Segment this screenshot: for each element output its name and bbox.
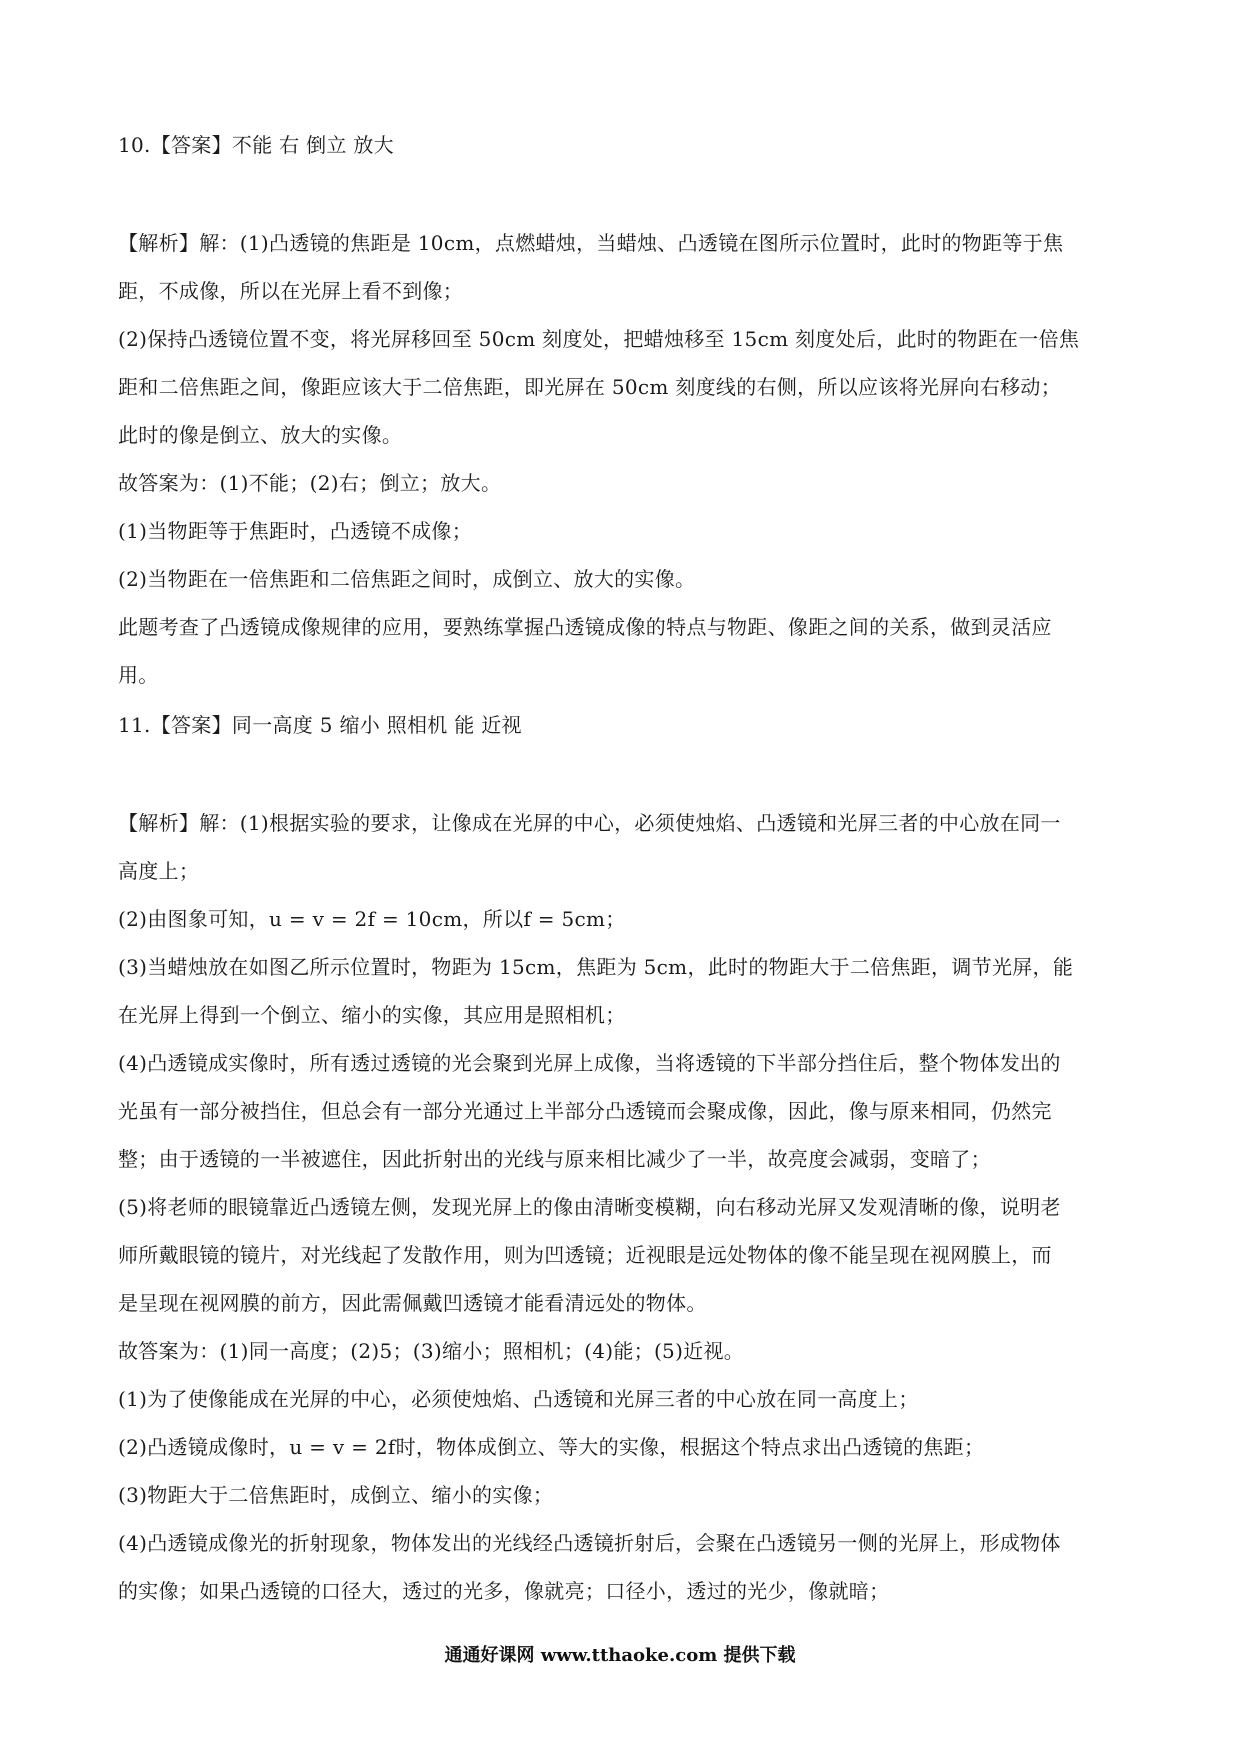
q11-analysis-line: (5)将老师的眼镜靠近凸透镜左侧，发现光屏上的像由清晰变模糊，向右移动光屏又发观清晰的像，说明老: [118, 1195, 1061, 1219]
q10-analysis-line: 故答案为：(1)不能；(2)右；倒立；放大。: [118, 471, 502, 495]
q11-analysis-line: 【解析】解：(1)根据实验的要求，让像成在光屏的中心，必须使烛焰、凸透镜和光屏三者的中心放在同一: [118, 811, 1061, 835]
q10-analysis-line: (2)保持凸透镜位置不变，将光屏移回至 50cm 刻度处，把蜡烛移至 15cm 刻度处后，此时的物距在一倍焦: [118, 327, 1080, 351]
q10-analysis-line: 此时的像是倒立、放大的实像。: [118, 423, 403, 447]
q10-analysis-line: 距和二倍焦距之间，像距应该大于二倍焦距，即光屏在 50cm 刻度线的右侧，所以应该将光屏向右移动；: [118, 375, 1062, 399]
q10-analysis-line: 【解析】解：(1)凸透镜的焦距是 10cm，点燃蜡烛，当蜡烛、凸透镜在图所示位置时，此时的物距等于焦: [118, 231, 1064, 255]
q11-analysis-line: 在光屏上得到一个倒立、缩小的实像，其应用是照相机；: [118, 1003, 626, 1027]
q11-analysis-line: 是呈现在视网膜的前方，因此需佩戴凹透镜才能看清远处的物体。: [118, 1291, 707, 1315]
q11-analysis-line: 高度上；: [118, 859, 200, 883]
q11-analysis-line: (3)当蜡烛放在如图乙所示位置时，物距为 15cm，焦距为 5cm，此时的物距大于二倍焦距，调节光屏，能: [118, 955, 1074, 979]
q10-analysis-line: 此题考查了凸透镜成像规律的应用，要熟练掌握凸透镜成像的特点与物距、像距之间的关系，做到灵活应: [118, 615, 1052, 639]
q11-analysis-line: 的实像；如果凸透镜的口径大，透过的光多，像就亮；口径小，透过的光少，像就暗；: [118, 1579, 890, 1603]
q11-analysis-line: (1)为了使像能成在光屏的中心，必须使烛焰、凸透镜和光屏三者的中心放在同一高度上；: [118, 1387, 919, 1411]
q11-analysis-line: (2)由图象可知，u = v = 2f = 10cm，所以f = 5cm；: [118, 907, 626, 931]
page-footer: 通通好课网 www.tthaoke.com 提供下载: [444, 1645, 796, 1666]
q11-analysis-line: (4)凸透镜成像光的折射现象，物体发出的光线经凸透镜折射后，会聚在凸透镜另一侧的光屏上，形成物体: [118, 1531, 1061, 1555]
q11-analysis-line: 师所戴眼镜的镜片，对光线起了发散作用，则为凹透镜；近视眼是远处物体的像不能呈现在视网膜上，而: [118, 1243, 1052, 1267]
q10-analysis-line: (1)当物距等于焦距时，凸透镜不成像；: [118, 519, 473, 543]
q11-analysis-line: 故答案为：(1)同一高度；(2)5；(3)缩小；照相机；(4)能；(5)近视。: [118, 1339, 745, 1363]
q11-analysis-line: 光虽有一部分被挡住，但总会有一部分光通过上半部分凸透镜而会聚成像，因此，像与原来相同，仍然完: [118, 1099, 1052, 1123]
q11-answer: 11.【答案】同一高度 5 缩小 照相机 能 近视: [118, 713, 522, 737]
q11-analysis-line: (3)物距大于二倍焦距时，成倒立、缩小的实像；: [118, 1483, 554, 1507]
q10-analysis-line: 距，不成像，所以在光屏上看不到像；: [118, 279, 464, 303]
q10-analysis-line: 用。: [118, 663, 159, 687]
q11-analysis-line: 整；由于透镜的一半被遮住，因此折射出的光线与原来相比减少了一半，故亮度会减弱，变暗了；: [118, 1147, 991, 1171]
q11-analysis-line: (2)凸透镜成像时，u = v = 2f时，物体成倒立、等大的实像，根据这个特点求出凸透镜的焦距；: [118, 1435, 985, 1459]
q10-analysis-line: (2)当物距在一倍焦距和二倍焦距之间时，成倒立、放大的实像。: [118, 567, 696, 591]
q11-analysis-line: (4)凸透镜成实像时，所有透过透镜的光会聚到光屏上成像，当将透镜的下半部分挡住后，整个物体发出的: [118, 1051, 1061, 1075]
q10-answer: 10.【答案】不能 右 倒立 放大: [118, 133, 394, 157]
